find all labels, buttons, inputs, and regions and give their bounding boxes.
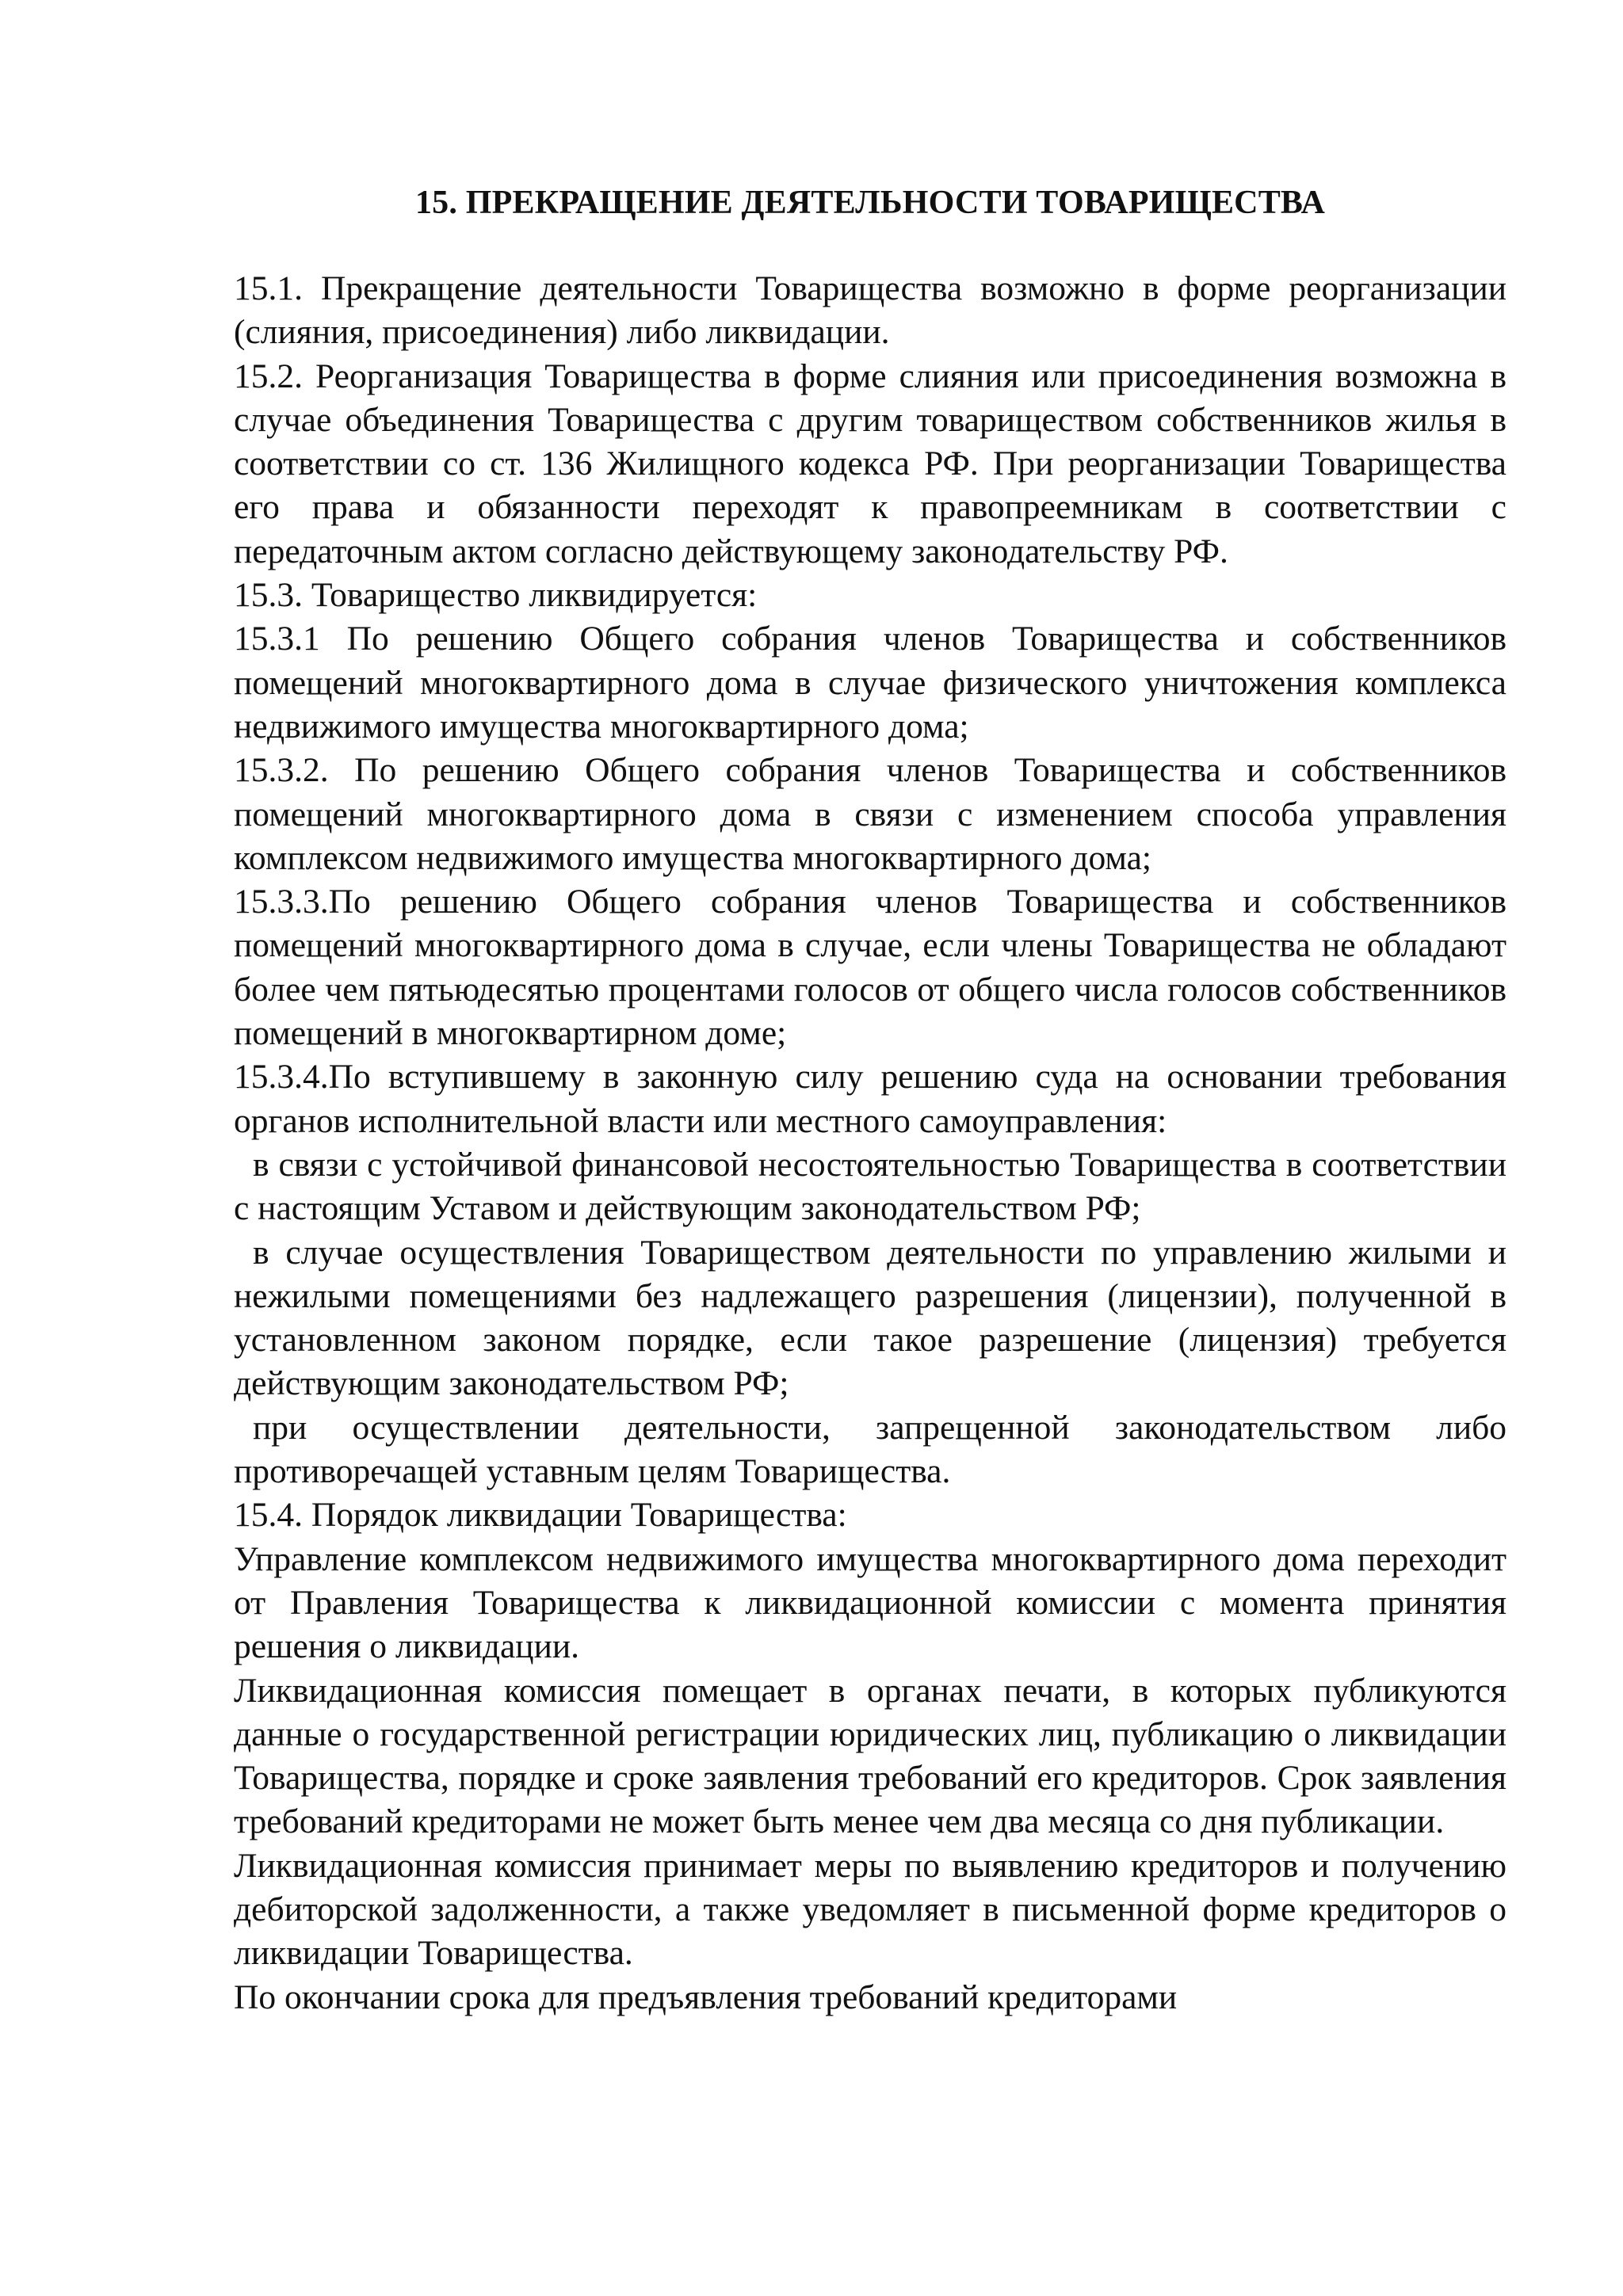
sub-clause-insolvency: в связи с устойчивой финансовой несостоятельностью Товарищества в соответствии с настоящим Уставом и действующим законодательством РФ; (234, 1145, 1507, 1228)
paragraph-management-transfer: Управление комплексом недвижимого имущества многоквартирного дома переходит от Правления Товарищества к ликвидационной комиссии с момента принятия решения о ликвидации. (234, 1539, 1507, 1666)
paragraph-15-3-1: 15.3.1 По решению Общего собрания членов Товарищества и собственников помещений многоквартирного дома в случае физического уничтожения комплекса недвижимого имущества многоквартирного дома; (234, 620, 1507, 746)
paragraph-15-3: 15.3. Товарищество ликвидируется: (234, 576, 758, 615)
paragraph-15-3-4: 15.3.4.По вступившему в законную силу решению суда на основании требования органов исполнительной власти или местного самоуправления: (234, 1058, 1507, 1140)
sub-clause-license: в случае осуществления Товариществом деятельности по управлению жилыми и нежилыми помещениями без надлежащего разрешения (лицензии), полученной в установленном законом порядке, если такое разрешение (лицензия) требуется действующим законодательством РФ; (234, 1233, 1507, 1403)
document-body (234, 267, 1507, 2019)
paragraph-claims-deadline: По окончании срока для предъявления требований кредиторами (234, 1978, 1178, 2016)
paragraph-creditors: Ликвидационная комиссия принимает меры по выявлению кредиторов и получению дебиторской задолженности, а также уведомляет в письменной форме кредиторов о ликвидации Товарищества. (234, 1846, 1507, 1973)
paragraph-15-2: 15.2. Реорганизация Товарищества в форме слияния или присоединения возможна в случае объединения Товарищества с другим товариществом собственников жилья в соответствии со ст. 136 Жилищного кодекса РФ. При реорганизации Товарищества его права и обязанности переходят к правопреемникам в соответствии с передаточным актом согласно действующему законодательству РФ. (234, 357, 1507, 570)
sub-clause-prohibited-activity: при осуществлении деятельности, запрещенной законодательством либо противоречащей уставным целям Товарищества. (234, 1408, 1507, 1491)
section-title: 15. ПРЕКРАЩЕНИЕ ДЕЯТЕЛЬНОСТИ ТОВАРИЩЕСТВА (414, 185, 1326, 221)
paragraph-15-4: 15.4. Порядок ликвидации Товарищества: (234, 1496, 847, 1535)
paragraph-publication: Ликвидационная комиссия помещает в органах печати, в которых публикуются данные о государственной регистрации юридических лиц, публикацию о ликвидации Товарищества, порядке и сроке заявления требований его кредиторов. Срок заявления требований кредиторами не может быть менее чем два месяца со дня публикации. (234, 1671, 1507, 1841)
paragraph-15-3-2: 15.3.2. По решению Общего собрания членов Товарищества и собственников помещений многоквартирного дома в связи с изменением способа управления комплексом недвижимого имущества многоквартирного дома; (234, 751, 1507, 877)
paragraph-15-1: 15.1. Прекращение деятельности Товарищества возможно в форме реорганизации (слияния, присоединения) либо ликвидации. (234, 269, 1507, 352)
paragraph-15-3-3: 15.3.3.По решению Общего собрания членов Товарищества и собственников помещений многоквартирного дома в случае, если члены Товарищества не обладают более чем пятьюдесятью процентами голосов от общего числа голосов собственников помещений в многоквартирном доме; (234, 883, 1507, 1053)
